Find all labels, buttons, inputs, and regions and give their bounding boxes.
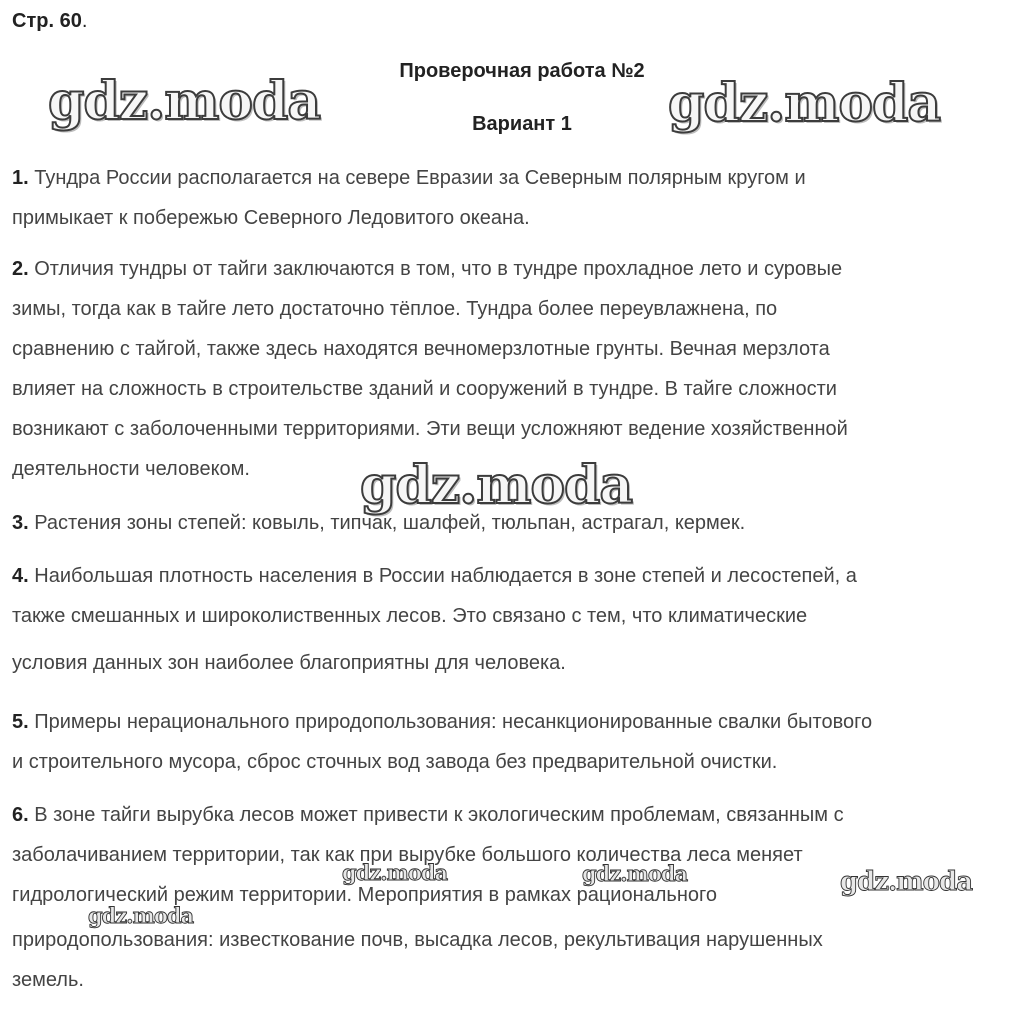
answer-number: 5.: [12, 711, 29, 733]
answer-number: 3.: [12, 512, 29, 534]
watermark: gdz.moda: [342, 860, 448, 885]
answer-line: влияет на сложность в строительстве зданий и сооружений в тундре. В тайге сложности: [12, 378, 837, 400]
answer-line: Примеры нерационального природопользования: несанкционированные свалки бытового: [34, 711, 873, 733]
answer-number: 4.: [12, 565, 29, 587]
watermark: gdz.moda: [840, 867, 973, 897]
answer-number: 2.: [12, 258, 29, 280]
answer-number: 6.: [12, 804, 29, 826]
answer-line: возникают с заболоченными территориями. Эти вещи усложняют ведение хозяйственной: [12, 418, 848, 440]
answer-6: [12, 795, 1028, 1000]
answer-line: также смешанных и широколиственных лесов. Это связано с тем, что климатические: [12, 605, 808, 627]
answer-line: условия данных зон наиболее благоприятны для человека.: [12, 652, 566, 674]
answer-line: Отличия тундры от тайги заключаются в том, что в тундре прохладное лето и суровые: [34, 258, 843, 280]
answer-2: [12, 249, 1028, 489]
answer-1: [12, 158, 1028, 238]
watermark: gdz.moda: [360, 455, 633, 516]
answer-line: земель.: [12, 969, 84, 991]
watermark: gdz.moda: [88, 903, 194, 928]
answer-line: деятельности человеком.: [12, 458, 250, 480]
answer-line: гидрологический режим территории. Мероприятия в рамках рационального: [12, 884, 717, 906]
watermark: gdz.moda: [48, 71, 321, 132]
answer-line: и строительного мусора, сброс сточных вод завода без предварительной очистки.: [12, 751, 778, 773]
variant-label: Вариант 1: [472, 113, 572, 135]
answer-number: 1.: [12, 167, 29, 189]
answer-line: примыкает к побережью Северного Ледовитого океана.: [12, 207, 530, 229]
answer-line: природопользования: известкование почв, высадка лесов, рекультивация нарушенных: [12, 929, 823, 951]
watermark: gdz.moda: [668, 73, 941, 134]
answer-line: Наибольшая плотность населения в России наблюдается в зоне степей и лесостепей, а: [34, 565, 857, 587]
worksheet-title: Проверочная работа №2: [399, 60, 645, 82]
answer-line: заболачиванием территории, так как при вырубке большого количества леса меняет: [12, 844, 803, 866]
page-number: Стр. 60.: [12, 10, 88, 32]
answer-line: зимы, тогда как в тайге лето достаточно тёплое. Тундра более переувлажнена, по: [12, 298, 778, 320]
answer-line: В зоне тайги вырубка лесов может привести к экологическим проблемам, связанным с: [34, 804, 844, 826]
answer-line: Тундра России располагается на севере Евразии за Северным полярным кругом и: [34, 167, 806, 189]
answer-4: [12, 556, 1028, 683]
answer-line: Растения зоны степей: ковыль, типчак, шалфей, тюльпан, астрагал, кермек.: [34, 512, 746, 534]
answer-line: сравнению с тайгой, также здесь находятся вечномерзлотные грунты. Вечная мерзлота: [12, 338, 830, 360]
answer-5: [12, 702, 1028, 782]
watermark: gdz.moda: [582, 861, 688, 886]
